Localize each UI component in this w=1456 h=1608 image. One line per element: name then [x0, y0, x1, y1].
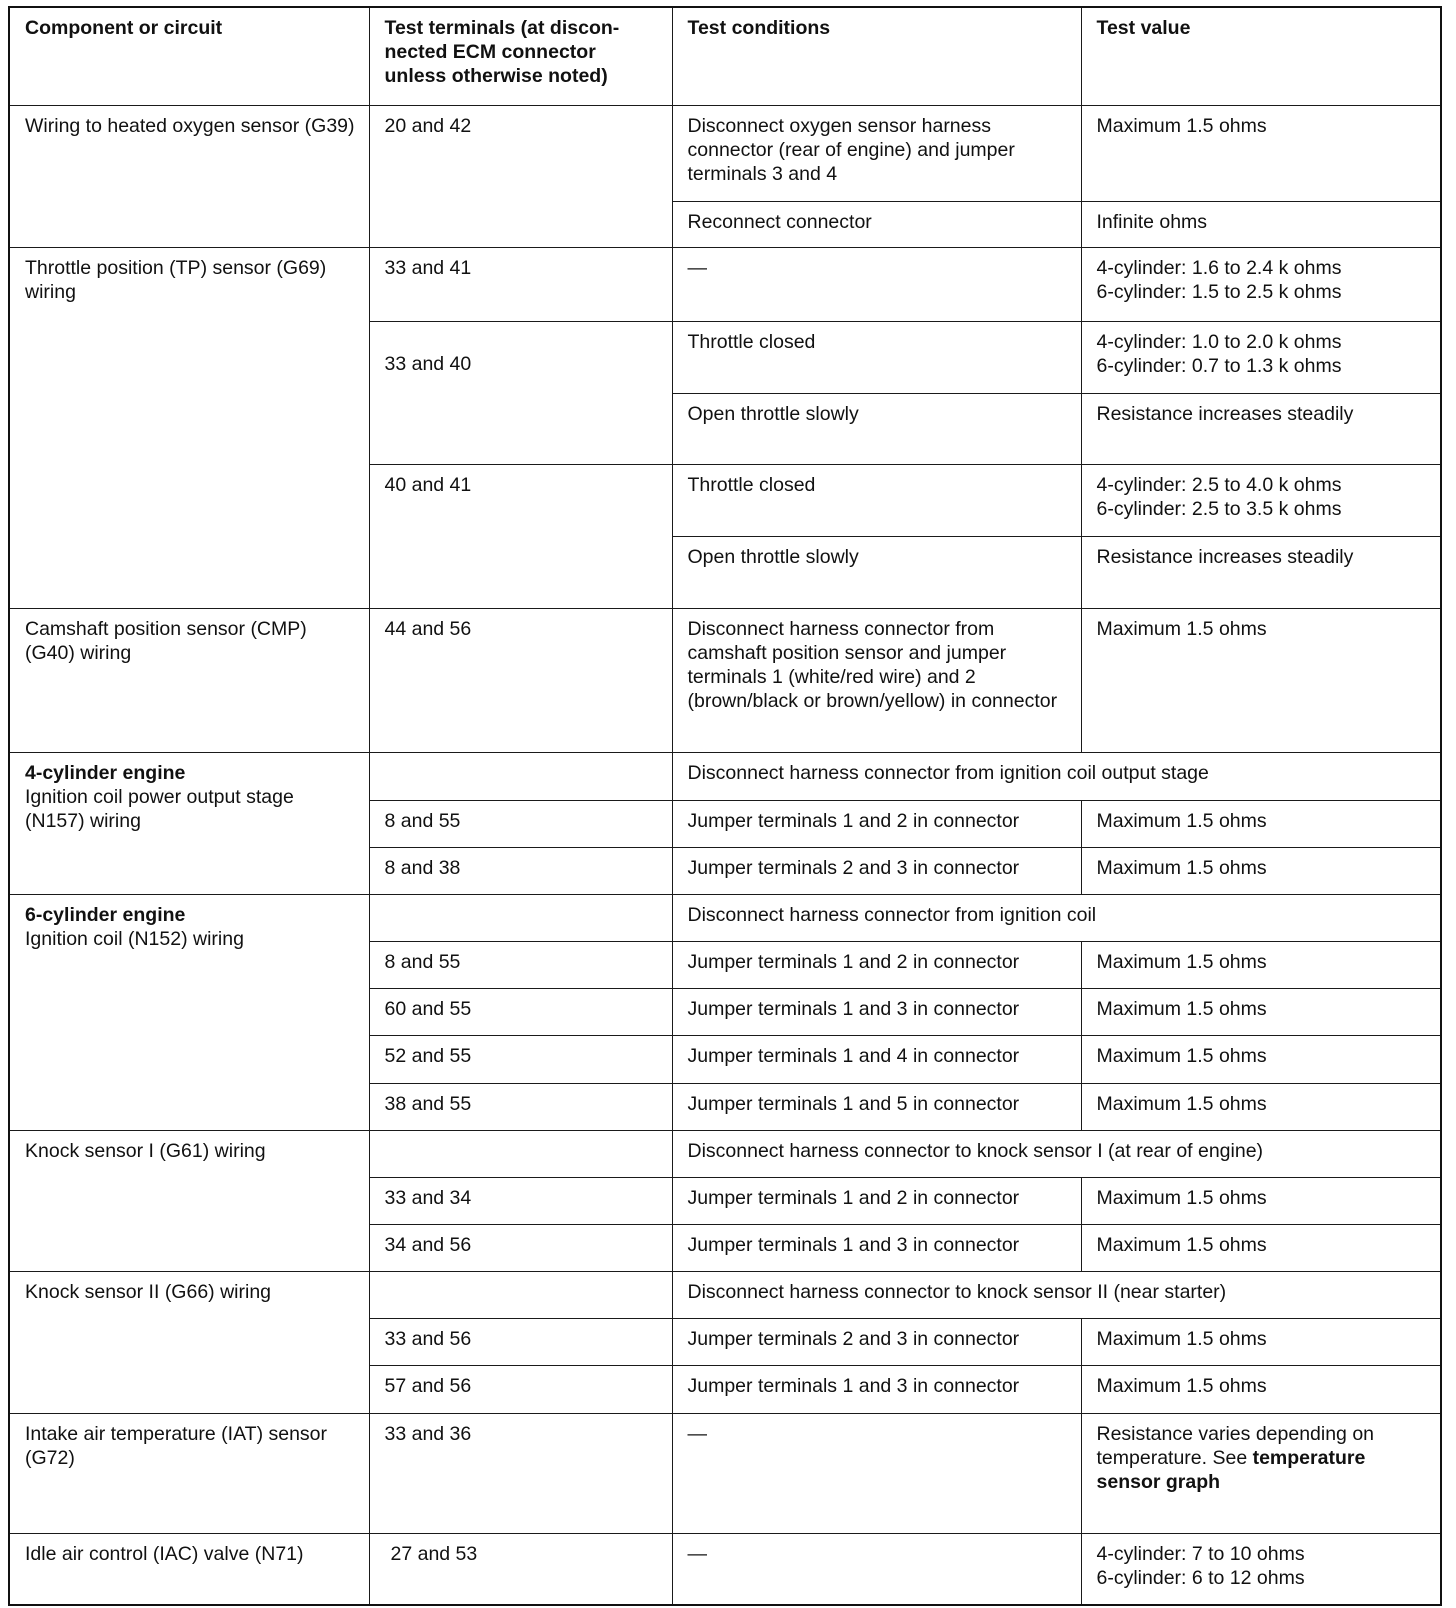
conditions-cell: Disconnect harness connector from camshaft position sensor and jumper terminals 1 (white/red wire) and 2 (brown/black or brown/yellow) in connector — [672, 608, 1081, 753]
component-subtitle: 4-cylinder engine — [25, 762, 186, 785]
value-cell — [1081, 248, 1441, 322]
component-cell: Camshaft position sensor (CMP) (G40) wiring — [9, 608, 369, 753]
value-line: 4-cylinder: 2.5 to 4.0 k ohms — [1096, 474, 1342, 497]
component-cell: Wiring to heated oxygen sensor (G39) — [9, 105, 369, 248]
terminals-cell: 8 and 55 — [369, 942, 672, 989]
terminals-cell: 33 and 34 — [369, 1177, 672, 1224]
terminals-cell: 8 and 38 — [369, 847, 672, 894]
value-cell — [1081, 465, 1441, 537]
value-line: 4-cylinder: 1.0 to 2.0 k ohms — [1096, 330, 1342, 353]
value-line: 6-cylinder: 6 to 12 ohms — [1096, 1566, 1305, 1589]
component-cell: Knock sensor I (G61) wiring — [9, 1130, 369, 1271]
value-cell — [1081, 1533, 1441, 1605]
value-cell: Maximum 1.5 ohms — [1081, 1366, 1441, 1413]
terminals-cell: 52 and 55 — [369, 1036, 672, 1083]
conditions-cell: Disconnect harness connector from ignition coil output stage — [672, 753, 1441, 800]
table-row — [9, 1533, 1441, 1605]
conditions-cell: Jumper terminals 2 and 3 in connector — [672, 1319, 1081, 1366]
value-line: 6-cylinder: 0.7 to 1.3 k ohms — [1096, 354, 1342, 377]
conditions-cell: Disconnect harness connector from ignition coil — [672, 894, 1441, 941]
component-cell — [9, 753, 369, 894]
value-cell: Maximum 1.5 ohms — [1081, 989, 1441, 1036]
component-cell: Knock sensor II (G66) wiring — [9, 1272, 369, 1413]
table-row — [9, 608, 1441, 753]
component-cell: Idle air control (IAC) valve (N71) — [9, 1533, 369, 1605]
conditions-cell: Disconnect oxygen sensor harness connector (rear of engine) and jumper terminals 3 and 4 — [672, 105, 1081, 201]
terminals-cell: 8 and 55 — [369, 800, 672, 847]
component-cell — [9, 894, 369, 1130]
table-row — [9, 1413, 1441, 1533]
conditions-cell: Reconnect connector — [672, 201, 1081, 247]
component-cell: Intake air temperature (IAT) sensor (G72) — [9, 1413, 369, 1533]
table-row — [9, 753, 1441, 800]
component-cell: Throttle position (TP) sensor (G69) wiring — [9, 248, 369, 609]
table-row — [9, 894, 1441, 941]
value-cell: Maximum 1.5 ohms — [1081, 1319, 1441, 1366]
value-cell: Maximum 1.5 ohms — [1081, 1083, 1441, 1130]
conditions-cell: Throttle closed — [672, 465, 1081, 537]
value-cell: Maximum 1.5 ohms — [1081, 1036, 1441, 1083]
terminals-cell — [369, 1130, 672, 1177]
conditions-cell: Jumper terminals 1 and 2 in connector — [672, 1177, 1081, 1224]
value-cell — [1081, 321, 1441, 393]
terminals-cell: 60 and 55 — [369, 989, 672, 1036]
value-cell: Maximum 1.5 ohms — [1081, 942, 1441, 989]
value-line: 4-cylinder: 1.6 to 2.4 k ohms — [1096, 257, 1342, 279]
terminals-cell: 27 and 53 — [369, 1533, 672, 1605]
value-cell: Infinite ohms — [1081, 201, 1441, 247]
terminals-cell — [369, 1272, 672, 1319]
terminals-cell: 20 and 42 — [369, 105, 672, 248]
component-text: Ignition coil (N152) wiring — [25, 927, 244, 950]
header-component: Component or circuit — [9, 7, 369, 105]
terminals-cell: 44 and 56 — [369, 608, 672, 753]
conditions-cell: Throttle closed — [672, 321, 1081, 393]
header-row — [9, 7, 1441, 105]
terminals-cell: 38 and 55 — [369, 1083, 672, 1130]
component-text: Ignition coil power output stage (N157) wiring — [25, 786, 294, 833]
conditions-cell: Jumper terminals 1 and 4 in connector — [672, 1036, 1081, 1083]
terminals-cell: 33 and 56 — [369, 1319, 672, 1366]
terminals-cell: 57 and 56 — [369, 1366, 672, 1413]
conditions-cell: Jumper terminals 2 and 3 in connector — [672, 847, 1081, 894]
conditions-cell: Jumper terminals 1 and 5 in connector — [672, 1083, 1081, 1130]
value-line: 6-cylinder: 1.5 to 2.5 k ohms — [1096, 281, 1342, 303]
terminals-cell: 33 and 40 — [369, 321, 672, 465]
header-value: Test value — [1081, 7, 1441, 105]
value-cell: Maximum 1.5 ohms — [1081, 608, 1441, 753]
conditions-cell: Jumper terminals 1 and 2 in connector — [672, 942, 1081, 989]
terminals-cell: 33 and 36 — [369, 1413, 672, 1533]
value-cell: Maximum 1.5 ohms — [1081, 1177, 1441, 1224]
header-terminals: Test terminals (at discon-nected ECM connector unless otherwise noted) — [369, 7, 672, 105]
conditions-cell: Jumper terminals 1 and 3 in connector — [672, 1225, 1081, 1272]
value-cell: Resistance increases steadily — [1081, 393, 1441, 465]
value-line: 6-cylinder: 2.5 to 3.5 k ohms — [1096, 498, 1342, 521]
terminals-cell — [369, 894, 672, 941]
terminals-cell: 34 and 56 — [369, 1225, 672, 1272]
terminals-cell: 33 and 41 — [369, 248, 672, 322]
conditions-cell: Open throttle slowly — [672, 393, 1081, 465]
value-text: Resistance varies depending on temperature. See — [1096, 1422, 1375, 1469]
temperature-graph-reference: temperature sensor graph — [1096, 1446, 1366, 1493]
value-cell — [1081, 1413, 1441, 1533]
component-subtitle: 6-cylinder engine — [25, 903, 186, 926]
value-cell: Maximum 1.5 ohms — [1081, 105, 1441, 201]
conditions-cell: Jumper terminals 1 and 3 in connector — [672, 989, 1081, 1036]
conditions-cell: Jumper terminals 1 and 2 in connector — [672, 800, 1081, 847]
conditions-cell: Jumper terminals 1 and 3 in connector — [672, 1366, 1081, 1413]
table-row — [9, 1272, 1441, 1319]
table-row — [9, 248, 1441, 322]
table-row — [9, 105, 1441, 201]
conditions-cell: Disconnect harness connector to knock sensor II (near starter) — [672, 1272, 1441, 1319]
conditions-cell: — — [672, 1413, 1081, 1533]
value-cell: Maximum 1.5 ohms — [1081, 1225, 1441, 1272]
table-row — [9, 1130, 1441, 1177]
conditions-cell: — — [672, 248, 1081, 322]
test-spec-table — [8, 6, 1442, 1606]
header-conditions: Test conditions — [672, 7, 1081, 105]
value-line: 4-cylinder: 7 to 10 ohms — [1096, 1542, 1305, 1565]
value-cell: Resistance increases steadily — [1081, 537, 1441, 609]
value-cell: Maximum 1.5 ohms — [1081, 800, 1441, 847]
value-cell: Maximum 1.5 ohms — [1081, 847, 1441, 894]
terminals-cell — [369, 753, 672, 800]
conditions-cell: Disconnect harness connector to knock sensor I (at rear of engine) — [672, 1130, 1441, 1177]
conditions-cell: — — [672, 1533, 1081, 1605]
conditions-cell: Open throttle slowly — [672, 537, 1081, 609]
terminals-cell: 40 and 41 — [369, 465, 672, 609]
